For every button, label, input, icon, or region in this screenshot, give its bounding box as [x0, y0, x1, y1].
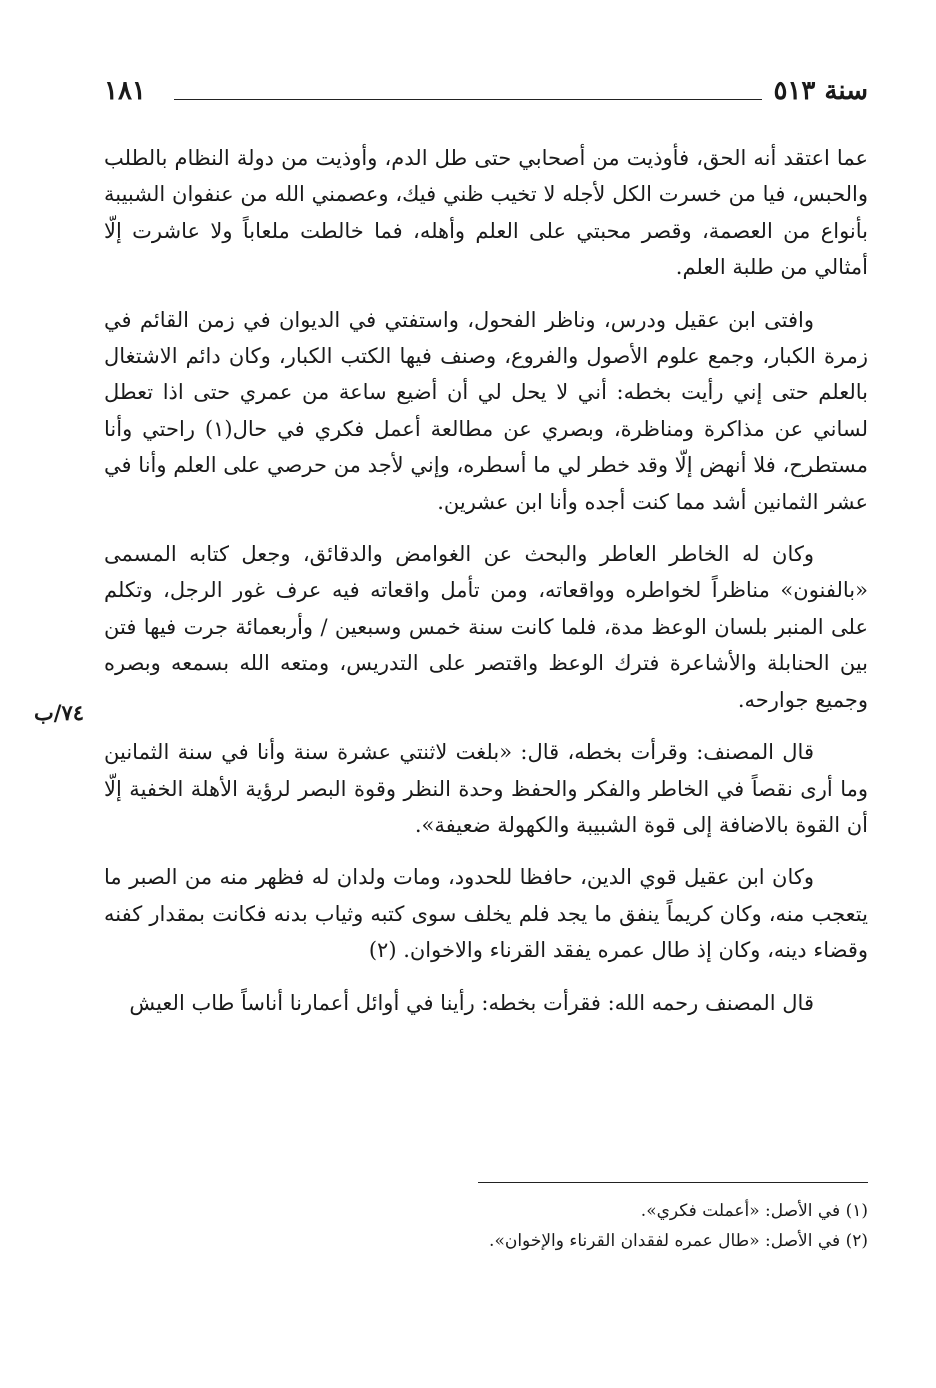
footnotes — [104, 1196, 868, 1256]
footnote-1: (١) في الأصل: «أعملت فكري». — [640, 1201, 868, 1221]
paragraph-6: قال المصنف رحمه الله: فقرأت بخطه: رأينا في أوائل أعمارنا أناساً طاب العيش — [129, 990, 814, 1015]
page-number: ١٨١ — [104, 76, 146, 106]
running-header — [104, 74, 868, 114]
paragraph-3: وكان له الخاطر العاطر والبحث عن الغوامض والدقائق، وجعل كتابه المسمى «بالفنون» مناظراً لخواطره وواقعاته، ومن تأمل واقعاته فيه عرف غور الرجل، وتكلم على المنبر بلسان الوعظ مدة، فلما كانت سنة خمس وسبعين / وأربعمائة جرت فيها فتن بين الحنابلة والأشاعرة فترك الوعظ واقتصر على التدريس، ومتعه الله بسمعه وبصره وجميع جوارحه. — [104, 542, 868, 712]
manuscript-folio-note: ٧٤/ب — [34, 700, 85, 725]
paragraph-5: وكان ابن عقيل قوي الدين، حافظا للحدود، ومات ولدان له فظهر منه من الصبر ما يتعجب منه، وكان كريماً ينفق ما يجد فلم يخلف سوى كتبه وثياب بدنه فكانت بمقدار كفنه وقضاء دينه، وكان إذ طال عمره يفقد القرناء والاخوان. (٢) — [104, 865, 868, 963]
body-text — [104, 140, 868, 1037]
footnote-2: (٢) في الأصل: «طال عمره لفقدان القرناء والإخوان». — [489, 1231, 868, 1251]
paragraph-1: عما اعتقد أنه الحق، فأوذيت من أصحابي حتى طل الدم، وأوذيت من دولة النظام بالطلب والحبس، فيا من خسرت الكل لأجله لا تخيب ظني فيك، وعصمني الله من عنفوان الشبيبة بأنواع من العصمة، وقصر محبتي على العلم وأهله، فما خالطت ملعاباً ولا عاشرت إلّا أمثالي من طلبة العلم. — [104, 146, 868, 280]
paragraph-2: وافتى ابن عقيل ودرس، وناظر الفحول، واستفتي في الديوان في زمن القائم في زمرة الكبار، وجمع علوم الأصول والفروع، وصنف فيها الكتب الكبار، وكان دائم الاشتغال بالعلم حتى إني رأيت بخطه: أني لا يحل لي أن أضيع ساعة من عمري حتى اذا تعطل لساني عن مذاكرة ومناظرة، وبصري عن مطالعة أعمل فكري في حال(١) راحتي وأنا مستطرح، فلا أنهض إلّا وقد خطر لي ما أسطره، وإني لأجد من حرصي على العلم وأنا في عشر الثمانين أشد مما كنت أجده وأنا ابن عشرين. — [104, 307, 868, 514]
header-rule — [174, 99, 762, 100]
paragraph-4: قال المصنف: وقرأت بخطه، قال: «بلغت لاثنتي عشرة سنة وأنا في سنة الثمانين وما أرى نقصاً في الخاطر والفكر والحفظ وحدة النظر وقوة البصر لرؤية الأهلة الخفية إلّا أن القوة بالاضافة إلى قوة الشبيبة والكهولة ضعيفة». — [104, 740, 868, 837]
header-title: سنة ٥١٣ — [773, 76, 868, 106]
footnote-rule — [478, 1182, 868, 1183]
